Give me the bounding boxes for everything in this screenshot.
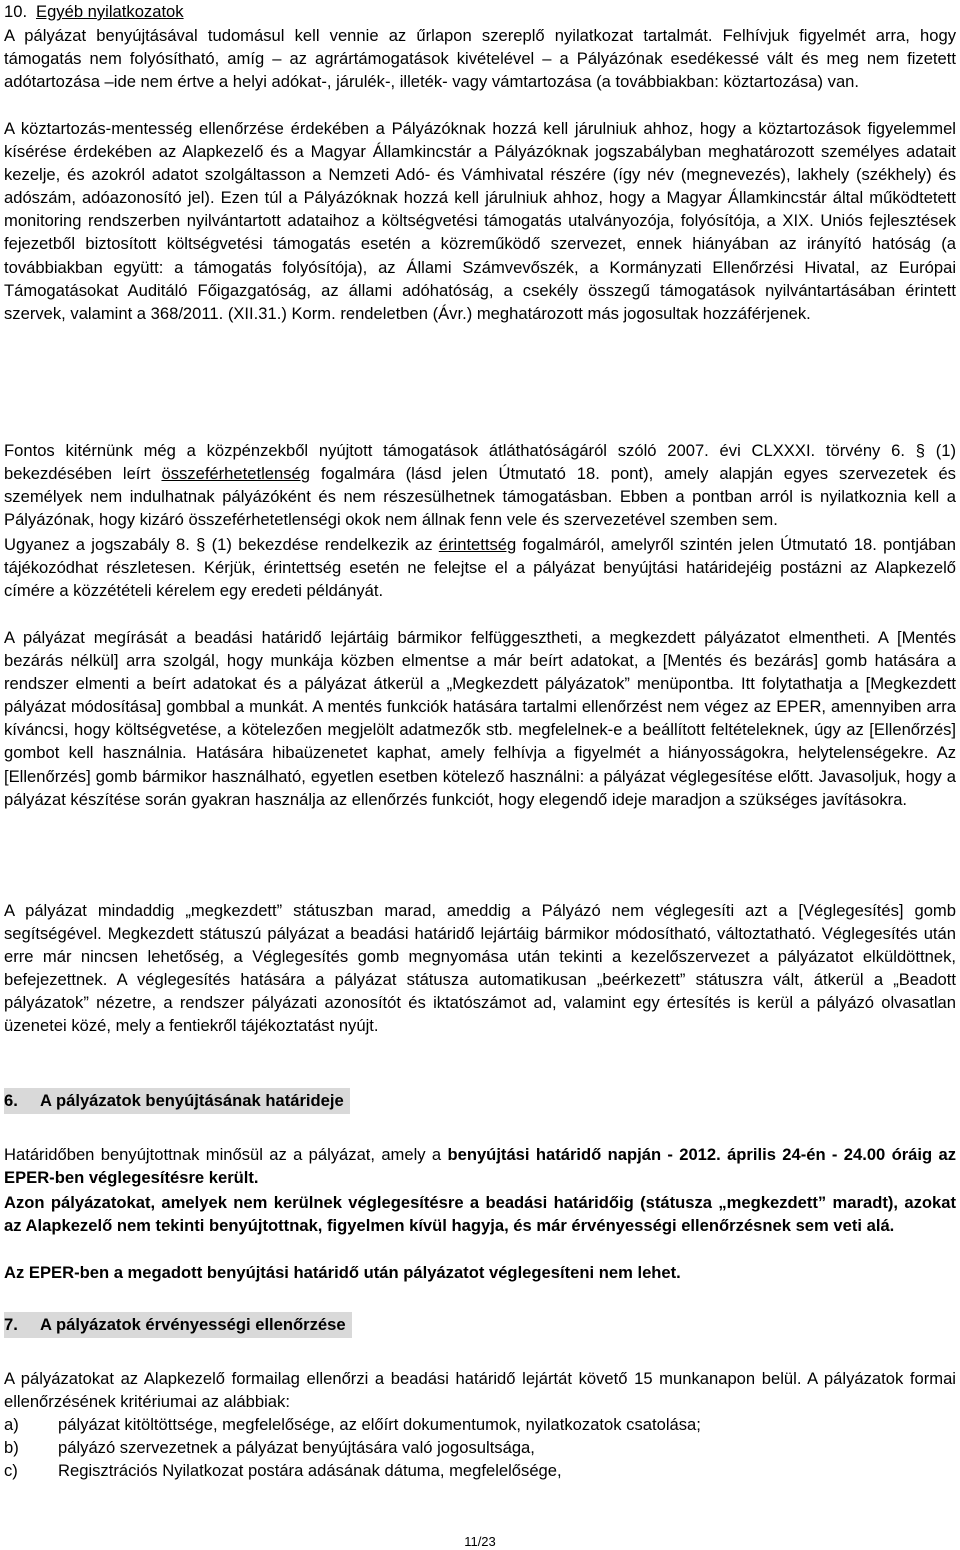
list-item bbox=[4, 1459, 956, 1482]
involvement-text-start: Ugyanez a jogszabály 8. § (1) bekezdése rendelkezik az bbox=[4, 535, 439, 554]
list-text: Regisztrációs Nyilatkozat postára adásának dátuma, megfelelősége, bbox=[58, 1461, 562, 1481]
paragraph-saving: A pályázat megírását a beadási határidő lejártáig bármikor felfüggesztheti, a megkezdett pályázatot elmentheti. A [Mentés bezárás nélkül] arra szolgál, hogy munkája közben elmentse a már beírt adatokat, a [Mentés és bezárás] gomb hatására a rendszer elmenti a beírt adatokat és a pályázat átkerül a „Megkezdett pályázatok” menüpontba. Itt folytathatja a [Megkezdett pályázat módosítása] gombbal a munkát. A mentés funkciók hatására tartalmi ellenőrzést nem végez az EPER, amennyiben arra kíváncsi, hogy költségvetése, a kötelezően megjelölt adatmezők stb. megfelelnek-e a beállított feltételeknek, úgy az [Ellenőrzés] gombot kell használnia. Hatására hibaüzenetet kaphat, amely felhívja a figyelmét a hiányosságokra, helytelenségekre. Az [Ellenőrzés] gomb bármikor használható, egyetlen esetben kötelező használni: a pályázat véglegesítése előtt. Javasoljuk, hogy a pályázat készítése során gyakran használja az ellenőrzés funkciót, hogy elegendő ideje maradjon a szükséges javításokra. bbox=[4, 628, 956, 809]
conflict-text-start: Fontos kitérnünk még a közpénzekből nyújtott támogatások átláthatóságáról szóló 2007. évi CLXXXI. törvény 6. § (1) bekezdésében leírt bbox=[4, 441, 956, 484]
paragraph-validity-check: A pályázatokat az Alapkezelő formailag ellenőrzi a beadási határidő lejártát követő 15 munkanapon belül. A pályázatok formai ellenőrzésének kritériumai az alábbiak: bbox=[4, 1369, 956, 1412]
section-7-title: A pályázatok érvényességi ellenőrzése bbox=[40, 1315, 346, 1334]
paragraph-deadline bbox=[4, 1143, 956, 1189]
involvement-term: érintettség bbox=[438, 535, 517, 554]
conflict-term: összeférhetetlenség bbox=[161, 464, 310, 484]
conflict-text-end: fogalmára (lásd jelen Útmutató 18. pont), amely alapján egyes szervezetek és személyek nem indulhatnak pályázóként és nem részesülhetnek támogatásban. Ebben a pontban arról is nyilatkoznia kell a Pályázónak, hogy kizáró összeférhetetlenségi okok nem állnak fenn vele és szervezetével szemben sem. bbox=[4, 464, 956, 530]
list-marker: b) bbox=[4, 1438, 19, 1458]
list-marker: c) bbox=[4, 1461, 18, 1481]
section-6-number: 6. bbox=[4, 1091, 18, 1110]
section-10-title bbox=[4, 2, 184, 22]
section-10-number: 10. bbox=[4, 2, 28, 21]
paragraph-not-finalized: Azon pályázatokat, amelyek nem kerülnek véglegesítésre a beadási határidőig (státusza „megkezdett” maradt), azokat az Alapkezelő nem tekinti benyújtottnak, figyelmen kívül hagyja, és már érvényességi ellenőrzésnek sem veti alá. bbox=[4, 1193, 956, 1236]
paragraph-conflict-of-interest bbox=[4, 439, 956, 531]
paragraph-no-finalization-after-deadline: Az EPER-ben a megadott benyújtási határidő után pályázatot véglegesíteni nem lehet. bbox=[4, 1263, 681, 1282]
section-7-number: 7. bbox=[4, 1315, 18, 1334]
section-6-heading bbox=[4, 1088, 350, 1114]
list-text: pályázat kitöltöttsége, megfelelősége, az előírt dokumentumok, nyilatkozatok csatolása; bbox=[58, 1415, 701, 1434]
list-text: pályázó szervezetnek a pályázat benyújtására való jogosultsága, bbox=[58, 1438, 535, 1458]
section-10-title-link[interactable]: Egyéb nyilatkozatok bbox=[36, 2, 184, 21]
paragraph-finalization: A pályázat mindaddig „megkezdett” státuszban marad, ameddig a Pályázó nem véglegesíti azt a [Véglegesítés] gomb segítségével. Megkezdett státuszú pályázat a beadási határidő lejártáig bármikor módosítható, változtatható. Véglegesítés után erre már nincsen lehetőség, a Véglegesítés gomb megnyomása után tekinti a kezelőszervezet a pályázatot elküldöttnek, befejezettnek. A véglegesítés hatására a pályázat státusza automatikusan „beérkezett” státuszra vált, átkerül a „Beadott pályázatok” nézetre, a rendszer pályázati azonosítót és iktatószámot ad, valamint egy értesítés is kerül a pályázó olvasatlan üzenetei közé, mely a fentiekről tájékoztatást nyújt. bbox=[4, 901, 956, 1036]
section-7-heading bbox=[4, 1312, 352, 1338]
paragraph-debt-consent: A köztartozás-mentesség ellenőrzése érdekében a Pályázóknak hozzá kell járulniuk ahhoz, hogy a köztartozások figyelemmel kísérése érdekében az Alapkezelő és a Magyar Államkincstár a Pályázóknak jogszabályban meghatározott személyes adatait kezelje, és azokról adatot szolgáltasson a Nemzeti Adó- és Vámhivatal részére (így név (megnevezés), lakhely (székhely) és adószám, adóazonosító jel). Ezen túl a Pályázóknak hozzá kell járulniuk ahhoz, hogy a Magyar Államkincstár által működtetett monitoring rendszerben nyilvántartott adataihoz a költségvetési támogatás utalványozója, folyósítója, a XIX. Uniós fejlesztések fejezetből biztosított költségvetési támogatás esetén a közreműködő szervezet, ennek hiányában az irányító hatóság (a továbbiakban együtt: a támogatás folyósítója), az Állami Számvevőszék, a Kormányzati Ellenőrzési Hivatal, az Európai Támogatásokat Auditáló Főigazgatóság, az állami adóhatóság, a csekély összegű támogatások nyilvántartásában érintett szervek, valamint a 368/2011. (XII.31.) Korm. rendeletben (Ávr.) meghatározott más jogosultak hozzáférjenek. bbox=[4, 119, 956, 323]
criteria-list bbox=[4, 1413, 956, 1482]
page-number: 11/23 bbox=[464, 1534, 496, 1549]
deadline-text-start: Határidőben benyújtottnak minősül az a pályázat, amely a bbox=[4, 1145, 448, 1164]
list-item bbox=[4, 1436, 956, 1459]
involvement-text-end: fogalmáról, amelyről szintén jelen Útmutató 18. pontjában tájékozódhat részletesen. Kérjük, érintettség esetén ne felejtse el a pályázat benyújtási határidejéig postázni az Alapkezelő címére a közzétételi kérelem egy eredeti példányát. bbox=[4, 535, 956, 601]
list-item bbox=[4, 1413, 956, 1436]
paragraph-involvement bbox=[4, 533, 956, 602]
deadline-bold: benyújtási határidő napján - 2012. április 24-én - 24.00 óráig az EPER-ben véglegesítésre került. bbox=[4, 1145, 956, 1188]
section-6-title: A pályázatok benyújtásának határideje bbox=[40, 1091, 344, 1110]
paragraph-public-debt: A pályázat benyújtásával tudomásul kell vennie az űrlapon szereplő nyilatkozat tartalmát. Felhívjuk figyelmét arra, hogy támogatás nem folyósítható, amíg – az agrártámogatások kivételével – a Pályázónak esedékessé vált és meg nem fizetett adótartozása –ide nem értve a helyi adókat-, járulék-, illeték- vagy vámtartozása (a továbbiakban: köztartozása) van. bbox=[4, 26, 956, 92]
list-marker: a) bbox=[4, 1415, 19, 1434]
